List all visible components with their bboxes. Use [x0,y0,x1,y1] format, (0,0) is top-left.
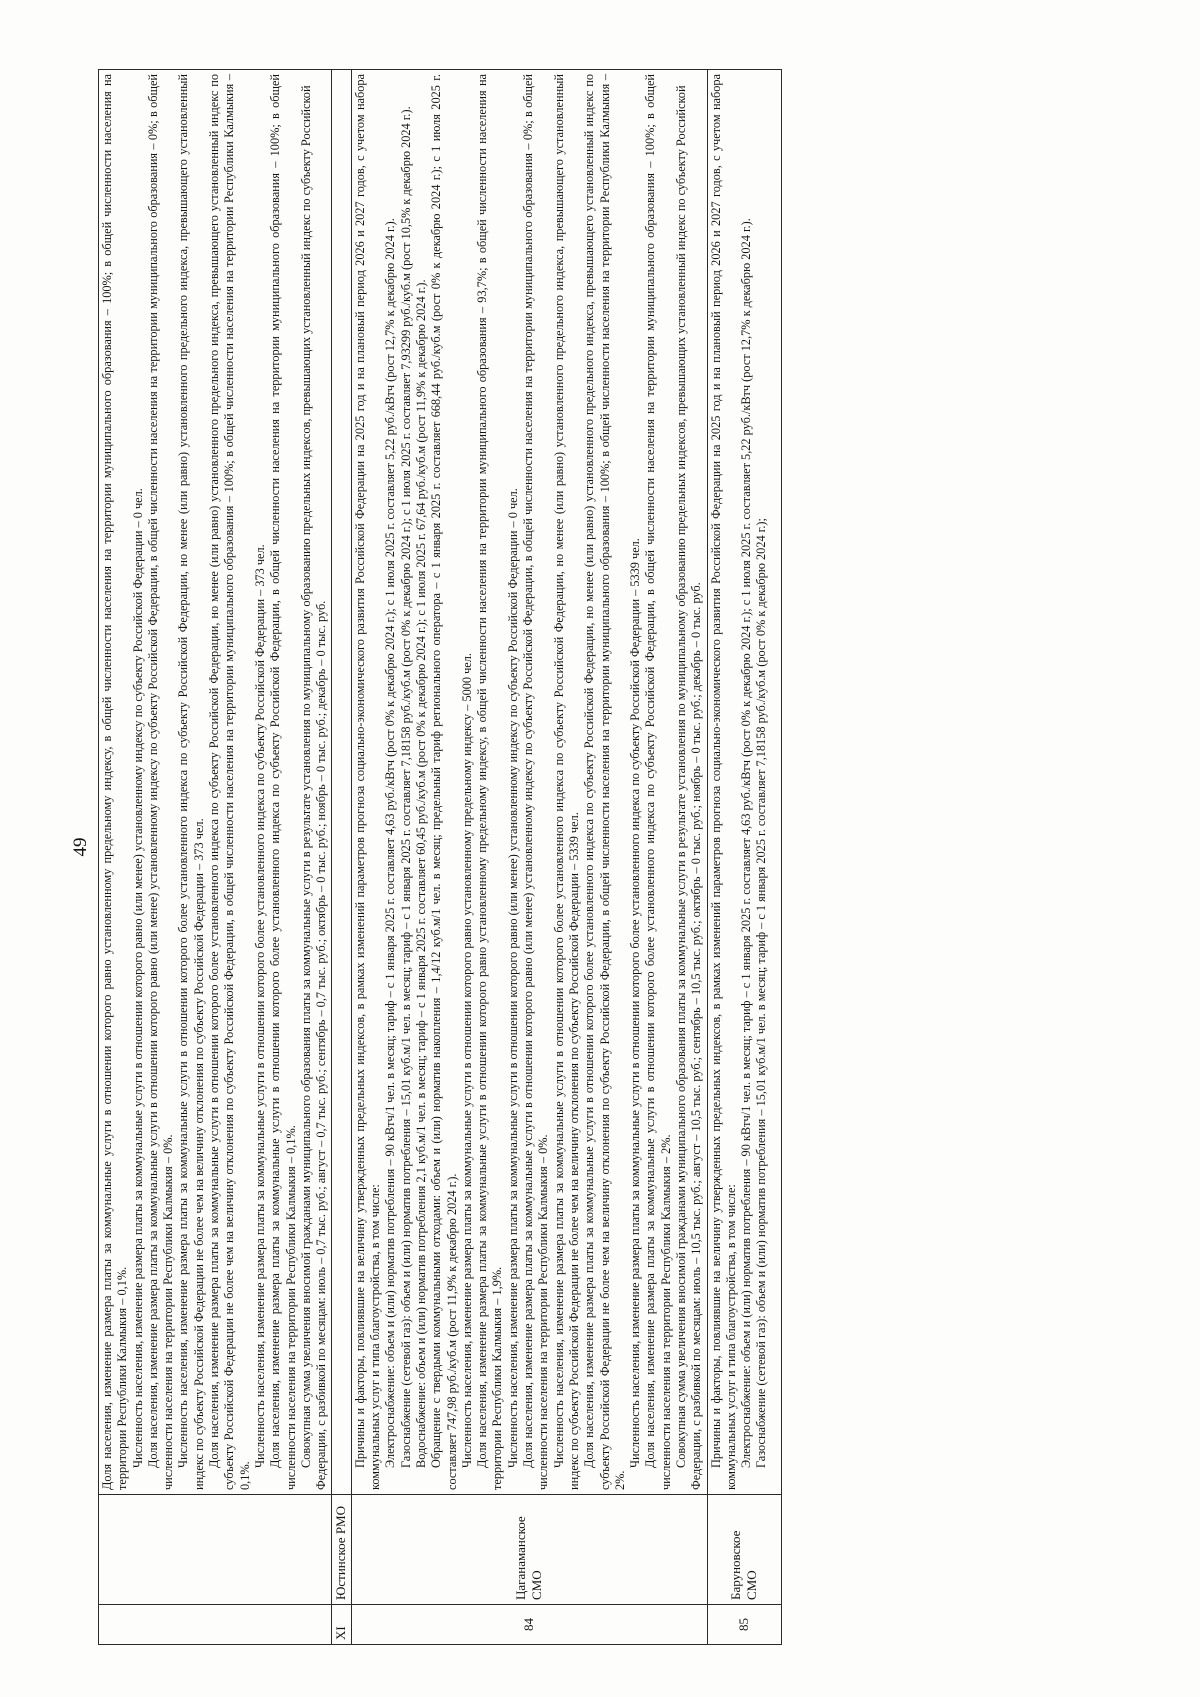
paragraph: Электроснабжение: объем и (или) норматив потребления – 90 кВтч/1 чел. в месяц; тариф – с 1 января 2025 г. составляет 4,63 руб./кВтч (рост 0% к декабрю 2024 г.); с 1 июля 2025 г. составляет 5,22 руб./кВтч (рост 12,7% к декабрю 2024 г.). [383,218,398,1468]
row-number: 85 [707,1605,781,1645]
section-number: XI [332,1605,351,1645]
paragraph: Доля населения, изменение размера платы за коммунальные услуги в отношении которого равно установленному предельному индексу, в общей численности населения на территории муниципального образования – 93,7%; в общей численности населения на территории Республики Калмыкия – 1,9%. [475,74,505,1490]
municipality-cell [99,1495,332,1605]
municipality-name: Цаганаманское СМО [351,1495,707,1605]
paragraph: Доля населения, изменение размера платы за коммунальные услуги в отношении которого более установленного индекса по субъекту Российской Федерации, но менее (или равно) установленного предельного индекса, превышающего установленный индекс по субъекту Российской Федерации не более чем на величину отклонения по субъекту Российской Федерации, в общей численности населения на территории муниципального образования – 100%; в общей численности населения на территории Республики Калмыкия – 0,1%. [207,74,252,1490]
paragraph: Численность населения, изменение размера платы за коммунальные услуги в отношении которого более установленного индекса по субъекту Российской Федерации – 373 чел. [252,544,267,1468]
table-row [99,70,332,1645]
indices-table [98,69,782,1645]
section-row [332,70,351,1645]
paragraph: Численность населения, изменение размера платы за коммунальные услуги в отношении которого равно (или менее) установленному индексу по субъекту Российской Федерации – 0 чел. [505,488,520,1468]
paragraph: Численность населения, изменение размера платы за коммунальные услуги в отношении которого более установленного индекса по субъекту Российской Федерации, но менее (или равно) установленного предельного индекса, превышающего установленный индекс по субъекту Российской Федерации не более чем на величину отклонения по субъекту Российской Федерации – 5339 чел. [551,74,581,1490]
paragraph: Доля населения, изменение размера платы за коммунальные услуги в отношении которого равно (или менее) установленному индексу по субъекту Российской Федерации, в общей численности населения на территории муниципального образования – 0%; в общей численности населения на территории Республики Калмыкия – 0%. [145,74,176,1490]
description-cell [707,70,781,1495]
paragraph: Численность населения, изменение размера платы за коммунальные услуги в отношении которого равно (или менее) установленному индексу по субъекту Российской Федерации – 0 чел. [130,488,145,1468]
paragraph: Доля населения, изменение размера платы за коммунальные услуги в отношении которого более установленного индекса по субъекту Российской Федерации, в общей численности населения на территории муниципального образования – 100%; в общей численности населения на территории Республики Калмыкия – 2%. [643,74,673,1490]
paragraph: Газоснабжение (сетевой газ): объем и (или) норматив потребления – 15,01 куб.м/1 чел. в месяц; тариф – с 1 января 2025 г. составляет 7,18158 руб./куб.м (рост 0% к декабрю 2024 г.); с 1 июля 2025 г. составляет 7,93299 руб./куб.м (рост 10,5% к декабрю 2024 г.). [398,106,413,1468]
description-cell [99,70,332,1495]
paragraph: Водоснабжение: объем и (или) норматив потребления 2,1 куб.м/1 чел. в месяц; тариф – с 1 января 2025 г. составляет 60,45 руб./куб.м (рост 0% к декабрю 2024 г.); с 1 июля 2025 г. 67,64 руб./куб.м (рост 11,9% к декабрю 2024 г.). [413,279,428,1468]
section-name: Юстинское РМО [332,1495,351,1605]
section-empty-cell [332,70,351,1495]
paragraph: Доля населения, изменение размера платы за коммунальные услуги в отношении которого более установленного индекса по субъекту Российской Федерации, но менее (или равно) установленного предельного индекса, превышающего установленный индекс по субъекту Российской Федерации не более чем на величину отклонения по субъекту Российской Федерации, в общей численности населения на территории муниципального образования – 100%; в общей численности населения на территории Республики Калмыкия – 2%. [582,74,627,1490]
paragraph: Доля населения, изменение размера платы за коммунальные услуги в отношении которого равно установленному предельному индексу, в общей численности населения на территории муниципального образования – 100%; в общей численности населения на территории Республики Калмыкия – 0,1%. [100,74,130,1490]
municipality-name: Баруновское СМО [707,1495,781,1605]
paragraph: Совокупная сумма увеличения вносимой гражданами муниципального образования платы за коммунальные услуги в результате установления по муниципальному образованию предельных индексов, превышающих установленный индекс по субъекту Российской Федерации, с разбивкой по месяцам: июль – 0,7 тыс. руб.; август – 0,7 тыс. руб.; сентябрь – 0,7 тыс. руб.; октябрь – 0 тыс. руб.; ноябрь – 0 тыс. руб.; декабрь – 0 тыс. руб. [298,85,329,1490]
paragraph: Обращение с твердыми коммунальными отходами: объем и (или) норматив накопления – 1,4/12 куб.м/1 чел. в месяц; предельный тариф регионального оператора – с 1 января 2025 г. составляет 668,44 руб./куб.м (рост 0% к декабрю 2024 г.); с 1 июля 2025 г. составляет 747,98 руб./куб.м (рост 11,9% к декабрю 2024 г.). [429,74,459,1490]
paragraph: Электроснабжение: объем и (или) норматив потребления – 90 кВтч/1 чел. в месяц; тариф – с 1 января 2025 г. составляет 4,63 руб./кВтч (рост 0% к декабрю 2024 г.); с 1 июля 2025 г. составляет 5,22 руб./кВтч (рост 12,7% к декабрю 2024 г.). [739,218,754,1468]
partial-content [709,74,779,1490]
description-cell [351,70,707,1495]
row-number-cell [99,1605,332,1645]
table-row [351,70,707,1645]
row-number: 84 [351,1605,707,1645]
page-number: 49 [70,837,91,857]
paragraph: Доля населения, изменение размера платы за коммунальные услуги в отношении которого равно (или менее) установленному индексу по субъекту Российской Федерации, в общей численности населения на территории муниципального образования – 0%; в общей численности населения на территории Республики Калмыкия – 0%. [521,74,551,1490]
paragraph: Причины и факторы, повлиявшие на величину утвержденных предельных индексов, в рамках изменений параметров прогноза социально-экономического развития Российской Федерации на 2025 год и на плановый период 2026 и 2027 годов, с учетом набора коммунальных услуг и типа благоустройства, в том числе: [352,74,383,1490]
paragraph: Численность населения, изменение размера платы за коммунальные услуги в отношении которого более установленного индекса по субъекту Российской Федерации, но менее (или равно) установленного предельного индекса, превышающего установленный индекс по субъекту Российской Федерации не более чем на величину отклонения по субъекту Российской Федерации – 373 чел. [176,74,206,1490]
paragraph: Газоснабжение (сетевой газ): объем и (или) норматив потребления – 15,01 куб.м/1 чел. в месяц; тариф – с 1 января 2025 г. составляет 7,18158 руб./куб.м (рост 0% к декабрю 2024 г.); [754,518,769,1468]
paragraph: Численность населения, изменение размера платы за коммунальные услуги в отношении которого более установленного индекса по субъекту Российской Федерации – 5339 чел. [628,538,643,1468]
paragraph: Совокупная сумма увеличения вносимой гражданами муниципального образования платы за коммунальные услуги в результате установления по муниципальному образованию предельных индексов, превышающих установленный индекс по субъекту Российской Федерации, с разбивкой по месяцам: июль – 10,5 тыс. руб.; август – 10,5 тыс. руб.; сентябрь – 10,5 тыс. руб.; октябрь – 0 тыс. руб.; ноябрь – 0 тыс. руб.; декабрь – 0 тыс. руб. [673,85,704,1490]
paragraph: Численность населения, изменение размера платы за коммунальные услуги в отношении которого равно установленному предельному индексу – 5000 чел. [459,653,474,1468]
table-row [707,70,781,1645]
paragraph: Причины и факторы, повлиявшие на величину утвержденных предельных индексов, в рамках изменений параметров прогноза социально-экономического развития Российской Федерации на 2025 год и на плановый период 2026 и 2027 годов, с учетом набора коммунальных услуг и типа благоустройства, в том числе: [708,74,738,1490]
paragraph: Доля населения, изменение размера платы за коммунальные услуги в отношении которого более установленного индекса по субъекту Российской Федерации, в общей численности населения на территории муниципального образования – 100%; в общей численности населения на территории Республики Калмыкия – 0,1%. [268,74,298,1490]
